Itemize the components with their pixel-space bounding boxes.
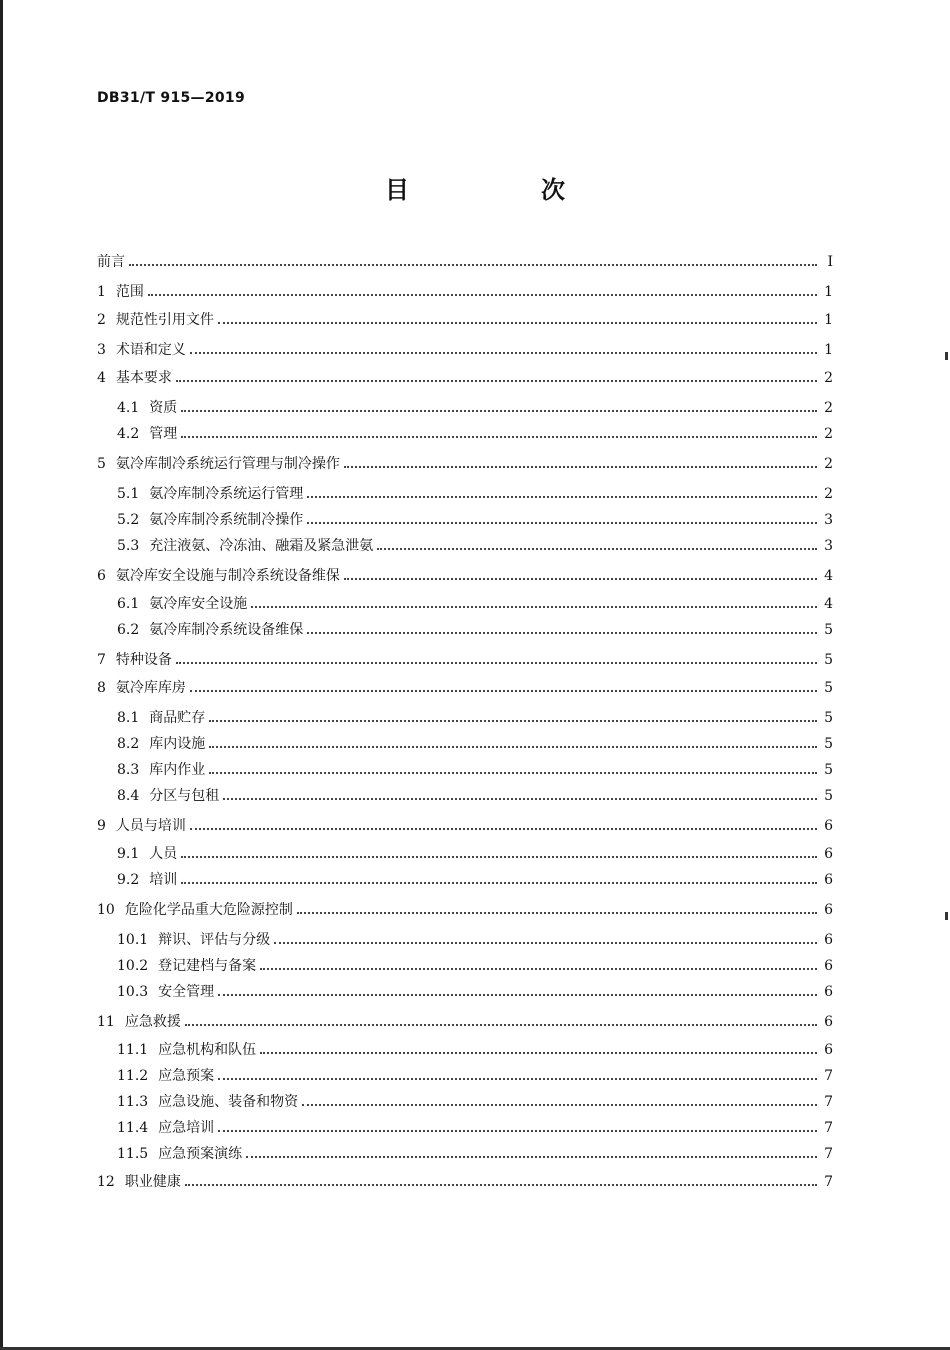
toc-entry-number: 9 [97, 818, 106, 834]
toc-entry[interactable] [97, 484, 833, 504]
toc-entry[interactable] [97, 982, 833, 1002]
toc-dot-leader [218, 992, 817, 996]
toc-entry-page: 7 [824, 1146, 833, 1162]
toc-entry-number: 11 [97, 1014, 115, 1030]
toc-entry[interactable] [97, 340, 833, 360]
toc-entry-number: 10.1 [117, 932, 149, 948]
toc-entry-title: 商品贮存 [149, 710, 206, 726]
toc-entry-number: 2 [97, 312, 106, 328]
toc-dot-leader [185, 1182, 817, 1186]
toc-entry-title: 应急机构和队伍 [158, 1042, 257, 1058]
toc-entry-title: 应急救援 [124, 1014, 181, 1030]
toc-dot-leader [185, 1022, 817, 1026]
toc-entry-number: 11.5 [117, 1146, 149, 1162]
toc-entry-page: I [827, 254, 833, 270]
toc-entry-number: 8 [97, 680, 106, 696]
toc-entry-title: 特种设备 [115, 652, 172, 668]
toc-entry-page: 2 [824, 400, 833, 416]
toc-entry-title: 应急预案演练 [158, 1146, 243, 1162]
toc-dot-leader [190, 350, 817, 354]
toc-entry-page: 7 [824, 1120, 833, 1136]
toc-dot-leader [190, 688, 817, 692]
toc-dot-leader [246, 1154, 817, 1158]
toc-entry-title: 危险化学品重大危险源控制 [124, 902, 293, 918]
toc-entry-page: 2 [824, 426, 833, 442]
toc-entry-page: 5 [824, 622, 833, 638]
toc-entry[interactable] [97, 956, 833, 976]
toc-entry-title: 基本要求 [115, 370, 172, 386]
toc-entry[interactable] [97, 620, 833, 640]
toc-entry-page: 5 [824, 762, 833, 778]
toc-entry-title: 资质 [149, 400, 178, 416]
toc-entry-title: 辩识、评估与分级 [158, 932, 271, 948]
page-title: 目 次 [385, 176, 619, 204]
toc-entry-number: 8.2 [117, 736, 140, 752]
toc-dot-leader [181, 880, 817, 884]
standard-code: DB31/T 915—2019 [97, 90, 245, 106]
toc-entry[interactable] [97, 650, 833, 670]
toc-entry-page: 2 [824, 456, 833, 472]
toc-entry-title: 应急培训 [158, 1120, 215, 1136]
toc-dot-leader [344, 464, 817, 468]
toc-entry-title: 术语和定义 [115, 342, 186, 358]
toc-entry[interactable] [97, 708, 833, 728]
toc-entry-page: 5 [824, 680, 833, 696]
toc-dot-leader [209, 744, 817, 748]
toc-entry[interactable] [97, 1066, 833, 1086]
toc-entry[interactable] [97, 870, 833, 890]
toc-entry[interactable] [97, 536, 833, 556]
toc-entry-page: 5 [824, 788, 833, 804]
toc-entry-number: 11.4 [117, 1120, 149, 1136]
toc-entry-number: 4.1 [117, 400, 140, 416]
toc-dot-leader [181, 408, 817, 412]
toc-entry-page: 6 [824, 818, 833, 834]
toc-entry-number: 9.2 [117, 872, 140, 888]
toc-entry[interactable] [97, 930, 833, 950]
toc-entry-number: 5.1 [117, 486, 140, 502]
toc-entry[interactable] [97, 816, 833, 836]
toc-entry[interactable] [97, 786, 833, 806]
toc-dot-leader [251, 604, 817, 608]
toc-entry-title: 管理 [149, 426, 178, 442]
toc-dot-leader [209, 770, 817, 774]
toc-entry[interactable] [97, 398, 833, 418]
toc-entry-title: 充注液氨、冷冻油、融霜及紧急泄氨 [149, 538, 374, 554]
toc-entry-number: 11.3 [117, 1094, 149, 1110]
toc-entry-page: 7 [824, 1094, 833, 1110]
toc-dot-leader [181, 434, 817, 438]
toc-entry[interactable] [97, 454, 833, 474]
toc-entry-number: 4 [97, 370, 106, 386]
toc-entry-title: 安全管理 [158, 984, 215, 1000]
toc-entry-number: 10.2 [117, 958, 149, 974]
toc-entry-page: 4 [824, 596, 833, 612]
toc-dot-leader [176, 660, 817, 664]
toc-entry-page: 6 [824, 1042, 833, 1058]
toc-entry-number: 10.3 [117, 984, 149, 1000]
toc-dot-leader [148, 292, 817, 296]
toc-entry-title: 氨冷库安全设施与制冷系统设备维保 [115, 568, 340, 584]
toc-entry-number: 1 [97, 284, 106, 300]
toc-entry-title: 库内作业 [149, 762, 206, 778]
toc-entry[interactable] [97, 310, 833, 330]
toc-entry-page: 7 [824, 1174, 833, 1190]
toc-entry-page: 7 [824, 1068, 833, 1084]
toc-entry-number: 11.2 [117, 1068, 149, 1084]
toc-entry-title: 氨冷库制冷系统制冷操作 [149, 512, 304, 528]
toc-entry-page: 6 [824, 1014, 833, 1030]
toc-entry[interactable] [97, 1040, 833, 1060]
toc-entry-page: 6 [824, 902, 833, 918]
toc-entry-page: 6 [824, 932, 833, 948]
toc-entry-number: 11.1 [117, 1042, 149, 1058]
toc-entry-page: 1 [824, 312, 833, 328]
toc-entry-number: 5.2 [117, 512, 140, 528]
edge-mark [945, 352, 948, 360]
toc-dot-leader [297, 910, 817, 914]
toc-entry[interactable] [97, 1012, 833, 1032]
toc-entry[interactable] [97, 282, 833, 302]
toc-entry-title: 培训 [149, 872, 178, 888]
toc-dot-leader [218, 1076, 817, 1080]
edge-mark [945, 912, 948, 920]
toc-entry-number: 3 [97, 342, 106, 358]
toc-dot-leader [307, 494, 817, 498]
toc-entry[interactable] [97, 734, 833, 754]
toc-entry-page: 6 [824, 872, 833, 888]
toc-dot-leader [344, 576, 817, 580]
toc-entry-title: 规范性引用文件 [115, 312, 214, 328]
toc-entry[interactable] [97, 252, 833, 272]
toc-entry-page: 6 [824, 958, 833, 974]
toc-dot-leader [176, 378, 817, 382]
toc-entry-title: 应急设施、装备和物资 [158, 1094, 299, 1110]
toc-dot-leader [190, 826, 817, 830]
toc-entry-title: 氨冷库安全设施 [149, 596, 248, 612]
toc-entry-page: 3 [824, 512, 833, 528]
toc-entry[interactable] [97, 760, 833, 780]
toc-entry[interactable] [97, 1144, 833, 1164]
toc-entry-title: 人员与培训 [115, 818, 186, 834]
toc-entry-page: 1 [824, 284, 833, 300]
toc-entry[interactable] [97, 900, 833, 920]
toc-entry-title: 范围 [115, 284, 144, 300]
toc-entry-page: 1 [824, 342, 833, 358]
toc-dot-leader [307, 520, 817, 524]
toc-entry-number: 6.1 [117, 596, 140, 612]
toc-entry-title: 登记建档与备案 [158, 958, 257, 974]
toc-entry-page: 4 [824, 568, 833, 584]
toc-entry-number: 10 [97, 902, 115, 918]
toc-entry-title: 人员 [149, 846, 178, 862]
toc-dot-leader [129, 262, 817, 266]
toc-entry-page: 6 [824, 984, 833, 1000]
toc-dot-leader [302, 1102, 817, 1106]
toc-dot-leader [260, 966, 817, 970]
toc-entry-number: 5.3 [117, 538, 140, 554]
toc-dot-leader [223, 796, 817, 800]
toc-entry-number: 7 [97, 652, 106, 668]
toc-entry-title: 氨冷库制冷系统运行管理与制冷操作 [115, 456, 340, 472]
toc-entry-number: 9.1 [117, 846, 140, 862]
toc-entry-number: 8.3 [117, 762, 140, 778]
toc-entry[interactable] [97, 1092, 833, 1112]
toc-dot-leader [377, 546, 817, 550]
toc-entry-number: 4.2 [117, 426, 140, 442]
toc-entry-title: 氨冷库制冷系统运行管理 [149, 486, 304, 502]
toc-entry-page: 2 [824, 370, 833, 386]
toc-entry-page: 5 [824, 710, 833, 726]
toc-entry[interactable] [97, 844, 833, 864]
toc-entry[interactable] [97, 1172, 833, 1192]
toc-entry[interactable] [97, 594, 833, 614]
toc-dot-leader [307, 630, 817, 634]
toc-entry[interactable] [97, 368, 833, 388]
toc-entry-number: 12 [97, 1174, 115, 1190]
toc-entry-title: 分区与包租 [149, 788, 220, 804]
toc-entry-number: 8.4 [117, 788, 140, 804]
toc-entry-title: 氨冷库库房 [115, 680, 186, 696]
toc-entry-number: 6.2 [117, 622, 140, 638]
toc-entry-page: 5 [824, 736, 833, 752]
toc-entry-number: 5 [97, 456, 106, 472]
toc-entry[interactable] [97, 510, 833, 530]
toc-entry-title: 库内设施 [149, 736, 206, 752]
toc-entry-title: 应急预案 [158, 1068, 215, 1084]
toc-dot-leader [181, 854, 817, 858]
toc-entry-number: 8.1 [117, 710, 140, 726]
toc-entry-page: 6 [824, 846, 833, 862]
toc-entry-title: 氨冷库制冷系统设备维保 [149, 622, 304, 638]
toc-entry-title: 前言 [97, 254, 125, 270]
toc-entry[interactable] [97, 566, 833, 586]
toc-entry-number: 6 [97, 568, 106, 584]
toc-dot-leader [218, 320, 817, 324]
toc-entry[interactable] [97, 424, 833, 444]
toc-entry-title: 职业健康 [124, 1174, 181, 1190]
toc-dot-leader [274, 940, 817, 944]
toc-entry[interactable] [97, 678, 833, 698]
toc-dot-leader [260, 1050, 817, 1054]
toc-dot-leader [209, 718, 817, 722]
toc-dot-leader [218, 1128, 817, 1132]
toc-entry[interactable] [97, 1118, 833, 1138]
toc-entry-page: 5 [824, 652, 833, 668]
toc-entry-page: 3 [824, 538, 833, 554]
toc-entry-page: 2 [824, 486, 833, 502]
